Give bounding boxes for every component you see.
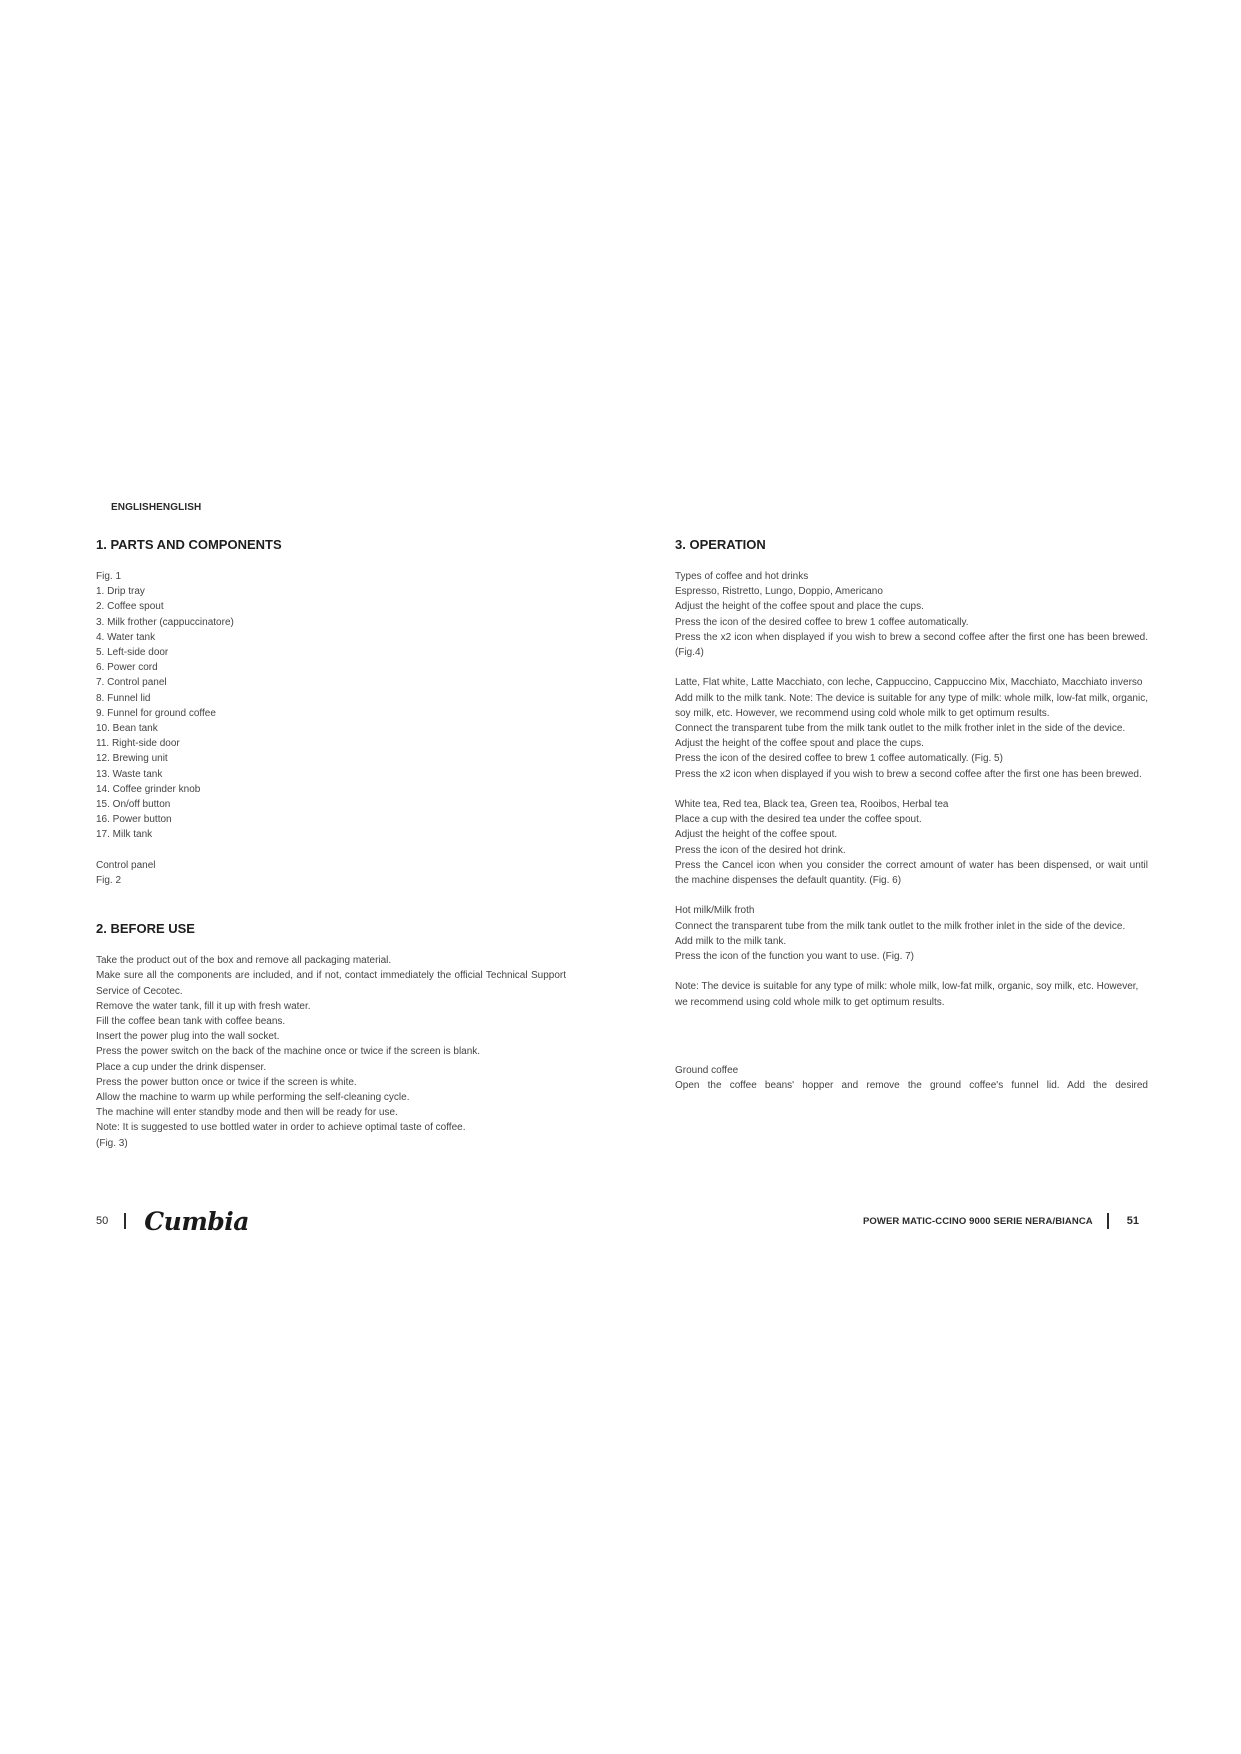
- text-line: Fill the coffee bean tank with coffee beans.: [96, 1016, 286, 1028]
- text-line: 17. Milk tank: [96, 829, 153, 841]
- text-line: Press the x2 icon when displayed if you wish to brew a second coffee after the first one has been brewed. (Fig.4): [675, 631, 1148, 659]
- hot-milk-instructions: [675, 919, 1148, 965]
- left-column: [96, 537, 566, 1151]
- text-line: Press the icon of the desired coffee to brew 1 coffee automatically. (Fig. 5): [675, 753, 1003, 765]
- text-line: 10. Bean tank: [96, 723, 158, 735]
- text-line: Adjust the height of the coffee spout.: [675, 829, 838, 841]
- ground-coffee-text: Open the coffee beans' hopper and remove the ground coffee's funnel lid. Add the desired: [675, 1080, 1148, 1092]
- text-line: 6. Power cord: [96, 662, 158, 674]
- text-line: 11. Right-side door: [96, 738, 180, 750]
- text-line: Take the product out of the box and remove all packaging material.: [96, 955, 392, 967]
- operation-title: 3. OPERATION: [675, 537, 766, 552]
- text-line: Add milk to the milk tank. Note: The device is suitable for any type of milk: whole milk, low-fat milk, organic, soy milk, etc. However, we recommend using cold whole milk to get optimum results.: [675, 692, 1148, 719]
- text-line: 9. Funnel for ground coffee: [96, 707, 216, 719]
- text-line: Insert the power plug into the wall socket.: [96, 1031, 280, 1043]
- parts-list: [96, 584, 566, 842]
- text-line: 1. Drip tray: [96, 586, 145, 598]
- text-line: Press the x2 icon when displayed if you wish to brew a second coffee after the first one has been brewed.: [675, 768, 1142, 780]
- text-line: Add milk to the milk tank.: [675, 935, 787, 947]
- text-line: Press the icon of the desired hot drink.: [675, 844, 846, 856]
- text-line: 14. Coffee grinder knob: [96, 783, 201, 795]
- text-line: 2. Coffee spout: [96, 601, 164, 613]
- text-line: 5. Left-side door: [96, 647, 169, 659]
- footer-left: [96, 1206, 249, 1236]
- text-line: Connect the transparent tube from the milk tank outlet to the milk frother inlet in the side of the device.: [675, 723, 1126, 735]
- text-line: (Fig. 3): [96, 1137, 128, 1149]
- footer-separator: [1107, 1213, 1109, 1229]
- milk-note: Note: The device is suitable for any type of milk: whole milk, low-fat milk, organic, soy milk, etc. However, we recommend using cold whole milk to get optimum results.: [675, 981, 1139, 1008]
- text-line: Press the power switch on the back of the machine once or twice if the screen is blank.: [96, 1046, 481, 1058]
- control-panel-label: Control panel: [96, 859, 156, 871]
- text-line: Connect the transparent tube from the milk tank outlet to the milk frother inlet in the side of the device.: [675, 920, 1126, 932]
- footer-separator: [124, 1213, 126, 1229]
- coffee-instructions: [675, 584, 1148, 660]
- text-line: Adjust the height of the coffee spout and place the cups.: [675, 738, 924, 750]
- text-line: Press the Cancel icon when you consider the correct amount of water has been dispensed, or wait until the machine dispenses the default quantity. (Fig. 6): [675, 859, 1148, 887]
- text-line: Press the icon of the function you want to use. (Fig. 7): [675, 951, 915, 963]
- coffee-heading: Types of coffee and hot drinks: [675, 571, 809, 582]
- ground-coffee-heading: Ground coffee: [675, 1064, 739, 1076]
- text-line: 13. Waste tank: [96, 768, 163, 780]
- text-line: 4. Water tank: [96, 631, 156, 643]
- text-line: Espresso, Ristretto, Lungo, Doppio, Americano: [675, 586, 883, 598]
- tea-heading: White tea, Red tea, Black tea, Green tea, Rooibos, Herbal tea: [675, 799, 949, 811]
- hot-milk-heading: Hot milk/Milk froth: [675, 905, 755, 917]
- milk-drinks-heading: Latte, Flat white, Latte Macchiato, con leche, Cappuccino, Cappuccino Mix, Macchiato, Macchiato inverso: [675, 677, 1143, 689]
- text-line: Place a cup with the desired tea under the coffee spout.: [675, 814, 922, 826]
- before-use-title: 2. BEFORE USE: [96, 921, 195, 937]
- text-line: The machine will enter standby mode and then will be ready for use.: [96, 1107, 398, 1119]
- text-line: Place a cup under the drink dispenser.: [96, 1061, 267, 1073]
- text-line: 12. Brewing unit: [96, 753, 168, 765]
- parts-title: 1. PARTS AND COMPONENTS: [96, 537, 282, 552]
- before-use-list: [96, 953, 566, 1151]
- tea-instructions: [675, 812, 1148, 888]
- parts-fig: Fig. 1: [96, 571, 122, 582]
- right-column: [675, 537, 1148, 1093]
- text-line: 15. On/off button: [96, 799, 171, 811]
- text-line: 7. Control panel: [96, 677, 167, 689]
- text-line: Note: It is suggested to use bottled water in order to achieve optimal taste of coffee.: [96, 1122, 466, 1134]
- text-line: 3. Milk frother (cappuccinatore): [96, 616, 234, 628]
- text-line: Adjust the height of the coffee spout and place the cups.: [675, 601, 924, 613]
- model-name: POWER MATIC-CCINO 9000 SERIE NERA/BIANCA: [863, 1215, 1093, 1227]
- page-number-right: 51: [1126, 1215, 1139, 1227]
- text-line: 8. Funnel lid: [96, 692, 151, 704]
- text-line: Press the icon of the desired coffee to brew 1 coffee automatically.: [675, 616, 969, 628]
- language-header: ENGLISHENGLISH: [111, 502, 202, 513]
- text-line: Allow the machine to warm up while performing the self-cleaning cycle.: [96, 1092, 410, 1104]
- page-number-left: 50: [96, 1215, 109, 1227]
- brand-logo: Cumbia: [144, 1206, 249, 1236]
- text-line: Remove the water tank, fill it up with fresh water.: [96, 1000, 311, 1012]
- milk-drinks-instructions: [675, 691, 1148, 782]
- control-panel-fig: Fig. 2: [96, 875, 122, 887]
- text-line: 16. Power button: [96, 814, 172, 826]
- text-line: Make sure all the components are included, and if not, contact immediately the official Technical Support Service of Cecotec.: [96, 970, 566, 997]
- footer-right: [863, 1209, 1139, 1233]
- text-line: Press the power button once or twice if the screen is white.: [96, 1076, 357, 1088]
